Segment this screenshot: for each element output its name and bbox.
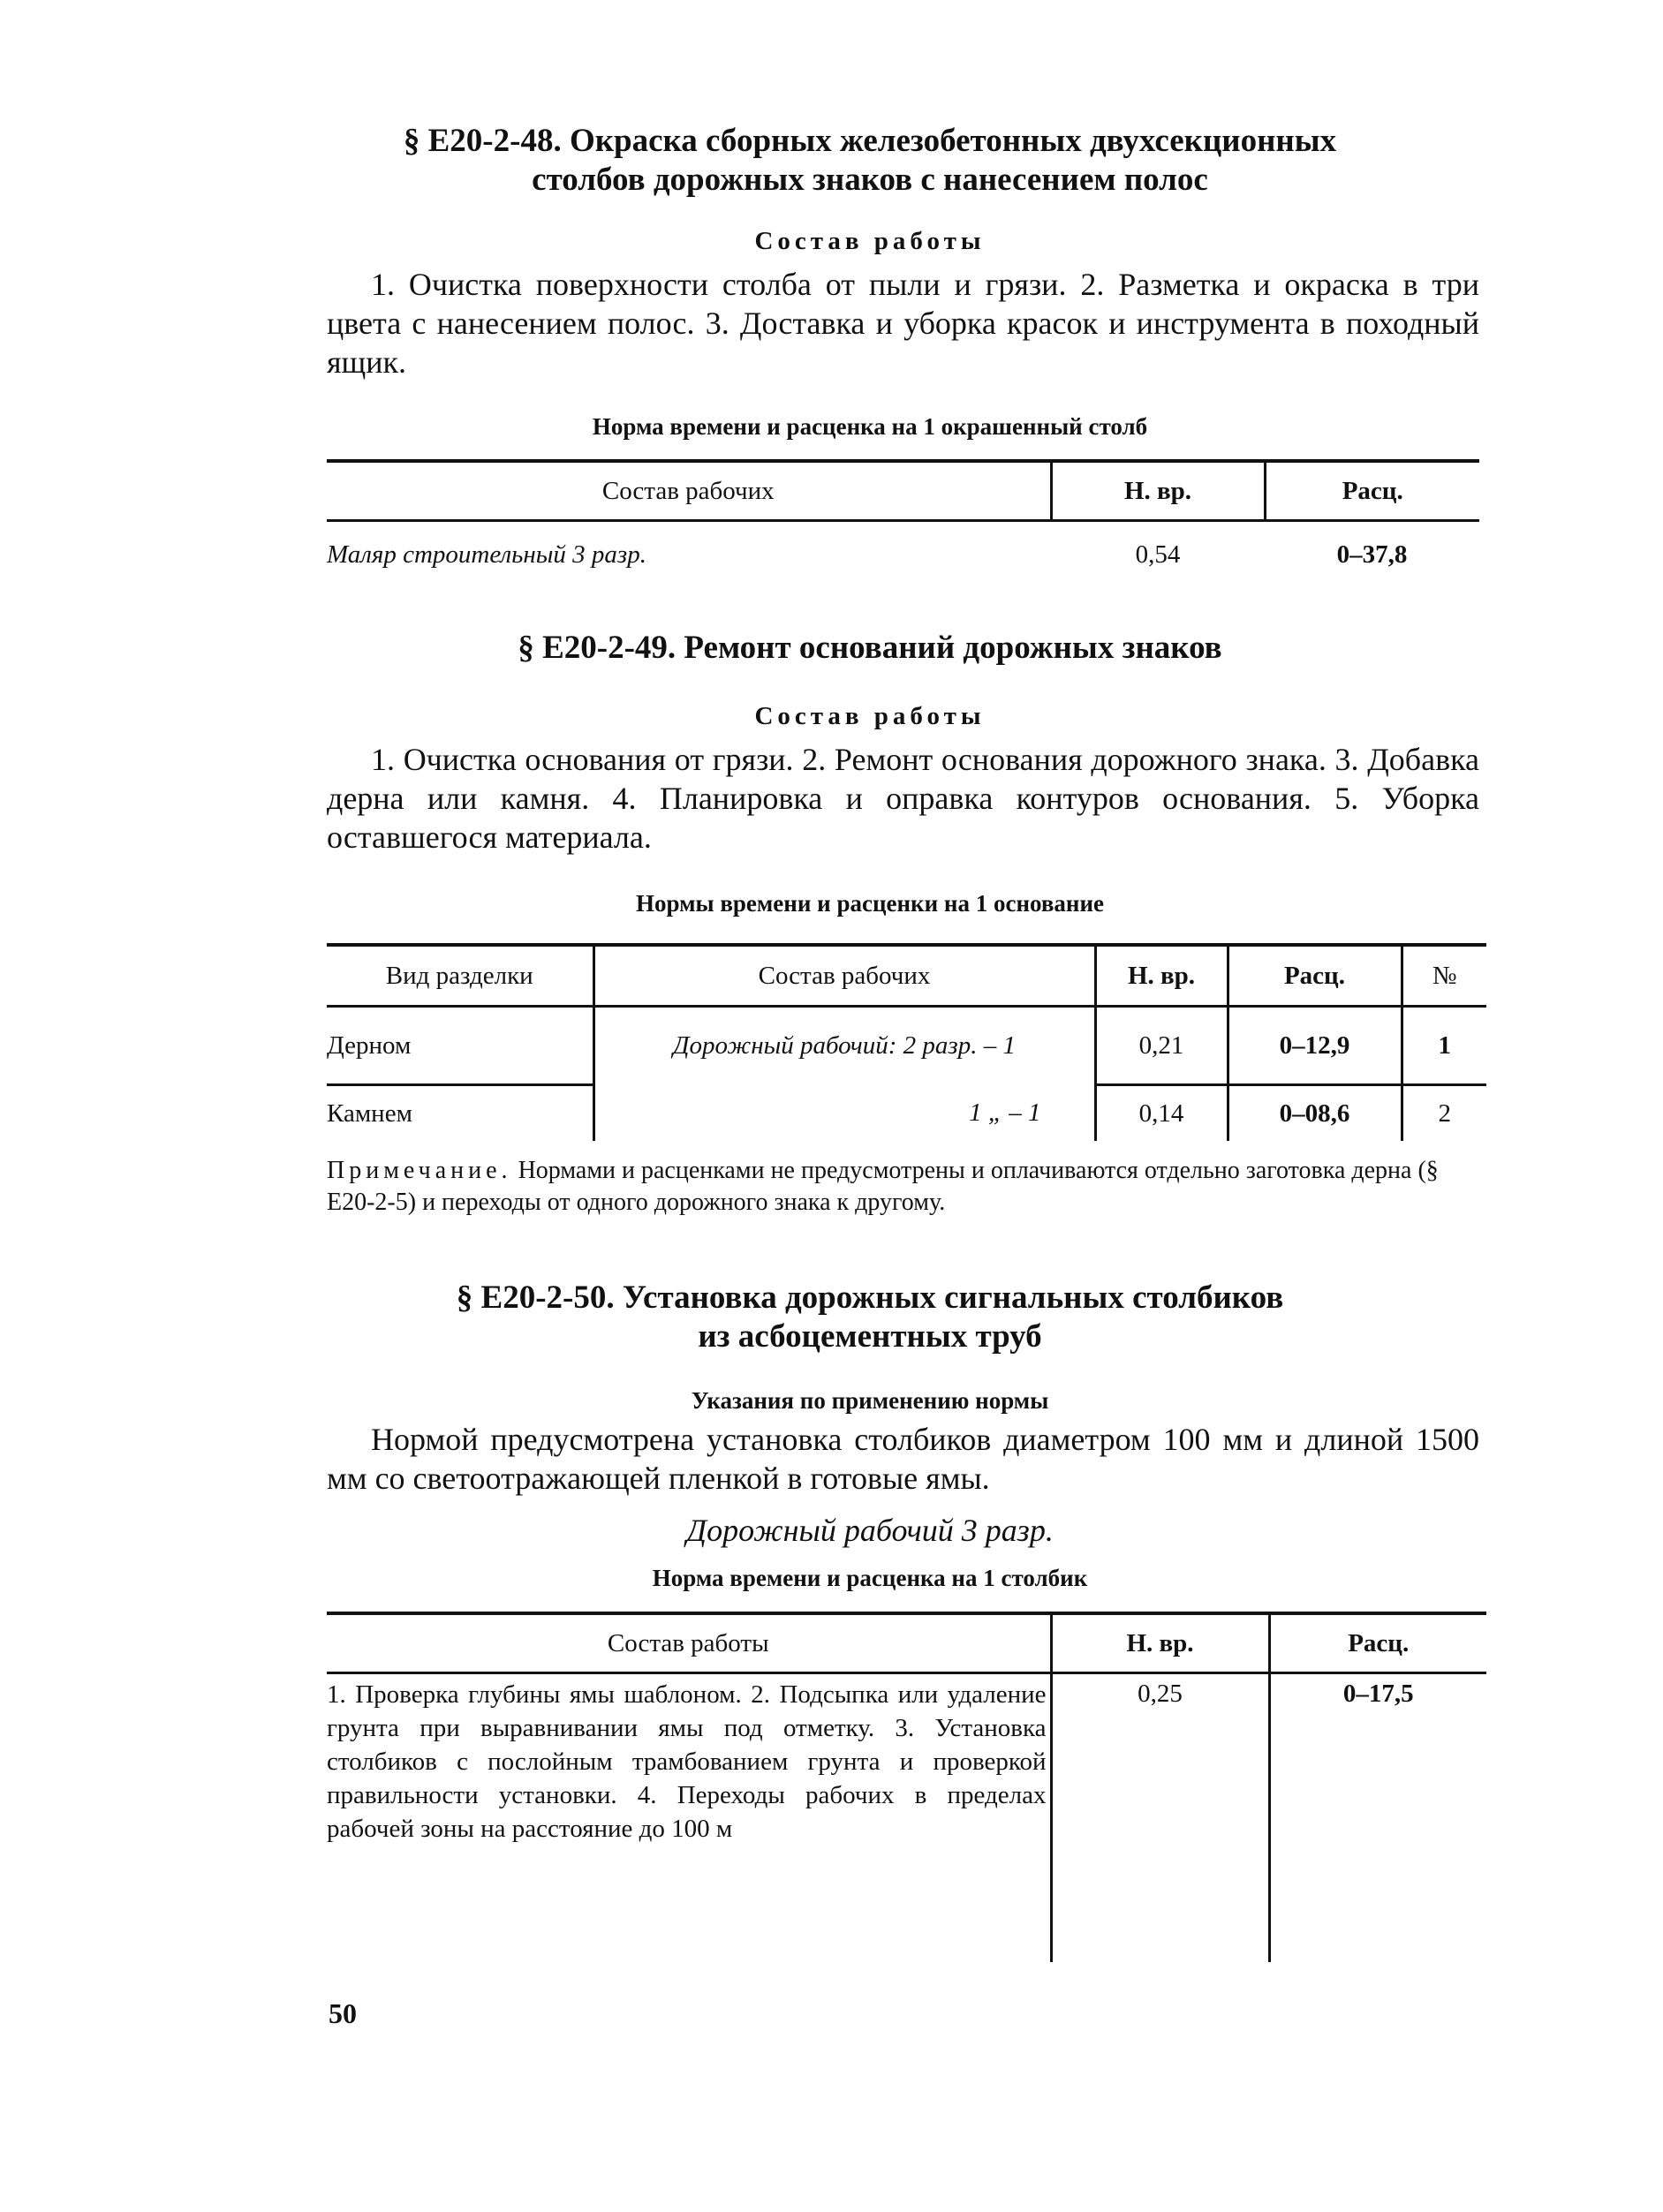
section-50-title — [327, 1279, 1413, 1356]
table-header-row — [327, 1613, 1486, 1673]
section-50-text — [327, 1420, 1479, 1498]
col-rate-header: Расц. — [1269, 1613, 1486, 1673]
section-49-subhead: Состав работы — [754, 702, 986, 730]
section-48-text-body: 1. Очистка поверхности столба от пыли и грязи. 2. Разметка и окраска в три цвета с нанесением полос. 3. Доставка и уборка красок и инструмента в походный ящик. — [327, 267, 1479, 380]
col-no-header: № — [1402, 945, 1486, 1007]
section-49-table-caption: Нормы времени и расценки на 1 основание — [635, 890, 1105, 917]
note-label: Примечание. — [327, 1157, 512, 1184]
col-norm-header: Н. вр. — [1051, 1613, 1269, 1673]
col-workers-header: Состав рабочих — [593, 945, 1095, 1007]
section-49-title: § Е20-2-49. Ремонт оснований дорожных знаков — [518, 630, 1222, 666]
norm-cell: 0,25 — [1051, 1673, 1269, 1963]
section-50-table — [327, 1612, 1486, 1962]
table-row — [327, 521, 1479, 588]
section-50-title-line1: § Е20-2-50. Установка дорожных сигнальных столбиков — [456, 1280, 1284, 1316]
section-49-table — [327, 943, 1486, 1141]
section-50-title-line2: из асбоцементных труб — [698, 1318, 1042, 1355]
table-header-row — [327, 461, 1479, 521]
table-header-row — [327, 945, 1486, 1007]
section-48-title — [327, 122, 1413, 200]
col-rate-header: Расц. — [1228, 945, 1402, 1007]
section-49-text — [327, 740, 1479, 857]
col-rate-header: Расц. — [1265, 461, 1479, 521]
section-48-title-line1: § Е20-2-48. Окраска сборных железобетонных двухсекционных — [403, 123, 1337, 159]
section-49-note — [327, 1155, 1444, 1219]
table-row — [327, 1673, 1486, 1963]
workers-cell: 1 „ – 1 — [593, 1085, 1095, 1142]
kind-cell: Дерном — [327, 1007, 593, 1085]
section-48-text — [327, 265, 1479, 381]
workers-cell: Дорожный рабочий: 2 разр. – 1 — [593, 1007, 1095, 1085]
work-description-cell: 1. Проверка глубины ямы шаблоном. 2. Подсыпка или удаление грунта при выравнивании ямы под отметку. 3. Установка столбиков с послойным трамбованием грунта и проверкой правильности установки. 4. Переходы рабочих в пределах рабочей зоны на расстояние до 100 м — [327, 1673, 1051, 1963]
section-48-subhead: Состав работы — [754, 227, 986, 255]
col-work-header: Состав работы — [327, 1613, 1051, 1673]
section-50-text-body: Нормой предусмотрена установка столбиков диаметром 100 мм и длиной 1500 мм со светоотражающей пленкой в готовые ямы. — [327, 1422, 1479, 1496]
rate-cell: 0–17,5 — [1342, 1680, 1414, 1708]
norm-cell: 0,21 — [1095, 1007, 1228, 1085]
col-norm-header: Н. вр. — [1095, 945, 1228, 1007]
table-row — [327, 1085, 1486, 1142]
page-number: 50 — [329, 1997, 357, 2029]
col-norm-header: Н. вр. — [1051, 461, 1265, 521]
no-cell: 2 — [1402, 1085, 1486, 1142]
norm-cell: 0,14 — [1095, 1085, 1228, 1142]
section-49-text-body: 1. Очистка основания от грязи. 2. Ремонт основания дорожного знака. 3. Добавка дерна или камня. 4. Планировка и оправка контуров основания. 5. Уборка оставшегося материала. — [327, 742, 1479, 855]
section-48-table — [327, 459, 1479, 587]
section-48-table-caption: Норма времени и расценка на 1 окрашенный столб — [592, 413, 1148, 440]
section-48-title-line2: столбов дорожных знаков с нанесением полос — [532, 162, 1208, 198]
col-kind-header: Вид разделки — [327, 945, 593, 1007]
no-cell: 1 — [1402, 1007, 1486, 1085]
rate-cell: 0–37,8 — [1336, 540, 1408, 569]
note-text: Нормами и расценками не предусмотрены и оплачиваются отдельно заготовка дерна (§ Е20-2-5) и переходы от одного дорожного знака к другому. — [327, 1157, 1439, 1216]
norm-cell: 0,54 — [1135, 540, 1181, 569]
section-50-table-caption: Норма времени и расценка на 1 столбик — [652, 1565, 1088, 1591]
section-50-worker-line: Дорожный рабочий 3 разр. — [686, 1513, 1054, 1548]
rate-cell: 0–08,6 — [1228, 1085, 1402, 1142]
table-row — [327, 1007, 1486, 1085]
worker-cell: Маляр строительный 3 разр. — [327, 540, 646, 569]
rate-cell: 0–12,9 — [1228, 1007, 1402, 1085]
kind-cell: Камнем — [327, 1098, 412, 1128]
section-50-subhead: Указания по применению нормы — [691, 1387, 1049, 1414]
col-workers-header: Состав рабочих — [327, 461, 1051, 521]
